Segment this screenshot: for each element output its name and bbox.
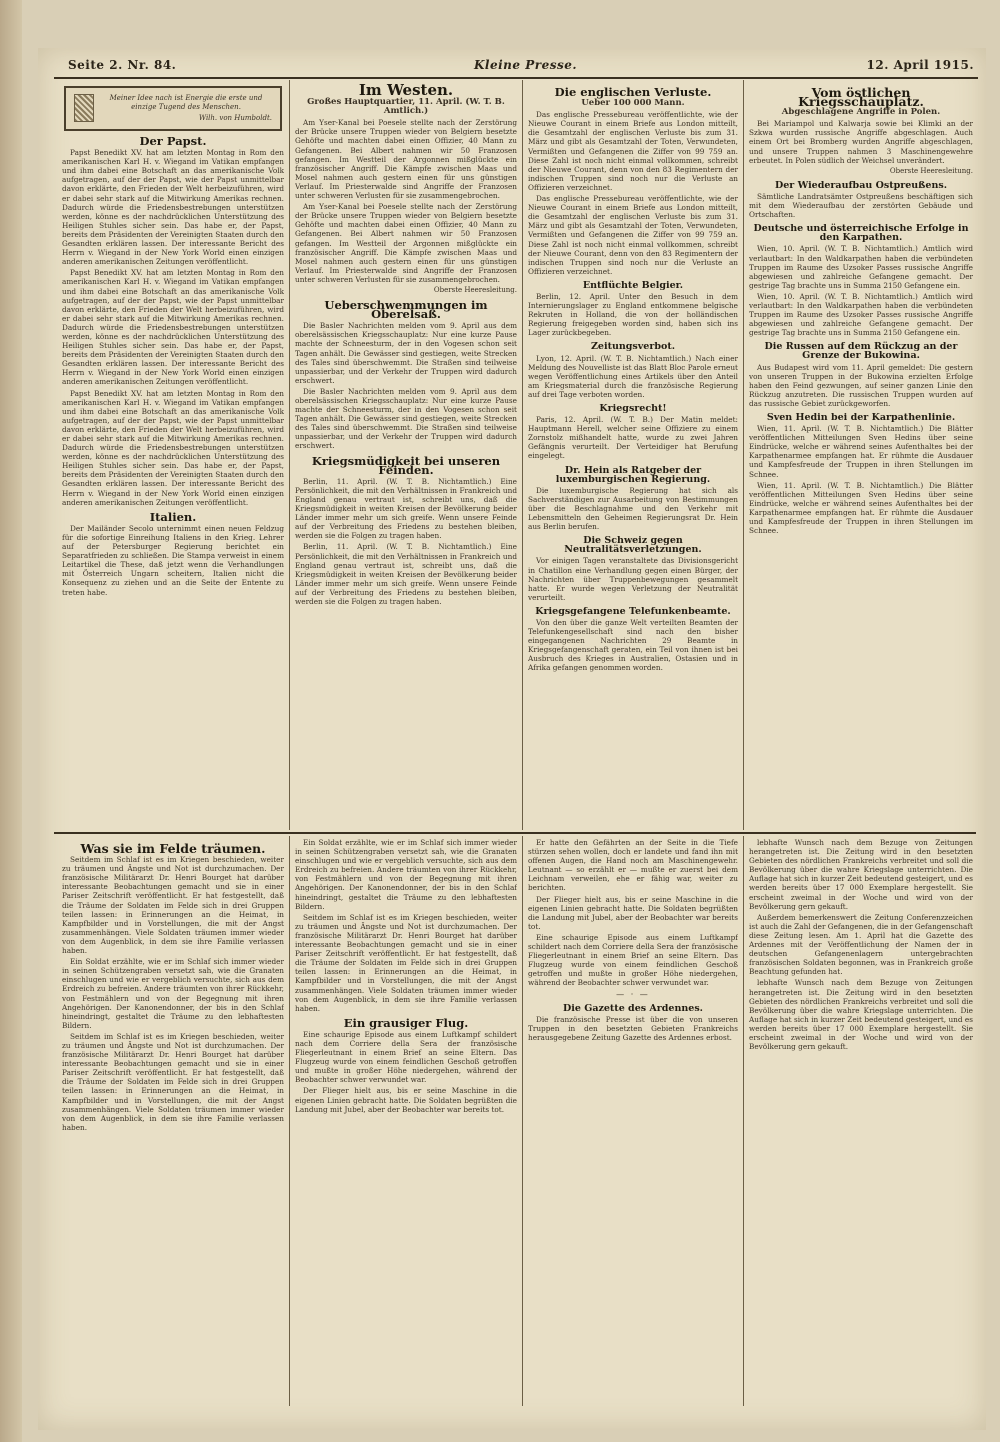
ornament-icon: [74, 94, 94, 122]
article-ardennes-col4: lebhafte Wunsch nach dem Bezuge von Zeitungen herangetreten ist. Die Zeitung wird in den besetzten Gebieten des nördlichen Frankreichs verbreitet und soll die Bevölkerung über die wahre Kriegslage unterrichten. Die Auflage hat sich in kurzer Zeit bedeutend gesteigert, und es werden bereits über 17 000 Exemplare hergestellt. Sie erscheint zweimal in der Woche und wird von der Bevölkerung gern gekauft.: [749, 838, 973, 911]
article-traeumen-cont-col2b: Seitdem im Schlaf ist es im Kriegen beschieden, weiter zu träumen und Ängste und Not ist durchzumachen. Der französische Militärarzt Dr. Henri Bourget hat darüber interessante Beobachtungen gemacht und sie in einer Pariser Zeitschrift veröffentlicht. Er hat festgestellt, daß die Träume der Soldaten im Felde sich in drei Gruppen teilen lassen: in Erinnerungen an die Heimat, in Kampfbilder und in Vorstellungen, die mit der Angst zusammenhängen. Viele Soldaten träumen immer wieder von dem Augenblick, in dem sie ihre Familie verlassen haben.: [295, 912, 517, 1013]
westen-signoff: Oberste Heeresleitung.: [433, 285, 517, 294]
heading-italien: Italien.: [149, 509, 197, 524]
article-italien: Der Mailänder Secolo unternimmt einen neuen Feldzug für die sofortige Einreihung Italiens in den Krieg. Lehrer auf der Petersburger Regierung berichtet ein Separatfrieden zu schließen. Die Stampa verweist in einem Leitartikel die These, daß jetzt wenn die Verhandlungen mit Österreich Ungarn scheitern, Italien nicht die Konsequenz zu ziehen und an die Seite der Entente zu treten habe.: [62, 523, 284, 597]
article-oberelsass-continued: Die Basler Nachrichten melden vom 9. April aus dem oberelsässischen Kriegsschauplatz: Nur eine kurze Pause machte der Schneesturm, der in den Vogesen schon seit Tagen anhält. Die Gewässer sind gestiegen, weite Strecken des Tales sind überschwemmt. Die Straßen sind teilweise unpassierbar, und der Verkehr der Truppen wird dadurch erschwert.: [295, 386, 517, 451]
bottom-column-4: [749, 838, 973, 1404]
westen-dateline: Großes Hauptquartier, 11. April. (W. T. B. Amtlich.): [307, 97, 505, 117]
article-papst-continued: Papst Benedikt XV. hat am letzten Montag in Rom den amerikanischen Karl H. v. Wiegand im Vatikan empfangen und ihm dabei eine Botschaft an das amerikanische Volk aufgetragen, auf der der Papst, wie der Papst unmittelbar davon erklärte, den Frieden der Welt herbeizuführen, wird er dabei sehr stark auf die Mitwirkung Amerikas rechnen. Dadurch würde die Friedensbestrebungen unterstützen werden, könne es der nachdrücklichen Unterstützung des Heiligen Stuhles sicher sein. Das habe er, der Papst, bereits dem Präsidenten der Vereinigten Staaten durch den Gesandten erklären lassen. Der interessante Bericht des Herrn v. Wiegand in der New York World einen einzigen anderen amerikanischen Zeitungen veröffentlicht.: [62, 268, 284, 387]
article-karpathen: Wien, 10. April. (W. T. B. Nichtamtlich.) Amtlich wird verlautbart: In den Waldkarpathen haben die verbündeten Truppen im Raume des Uzsoker Passes russische Angriffe abgewiesen und zahlreiche Gefangene gemacht. Der gestrige Tag brachte uns in Summa 2150 Gefangene ein.: [749, 244, 973, 290]
article-osten: Bei Mariampol und Kalwarja sowie bei Klimki an der Szkwa wurden russische Angriffe abgeschlagen. Auch einem Ort bei Bromberg wurden Angriffe abgeschlagen, und unsere Truppen nahmen 3 Maschinengewehre erbeutet. In Polen südlich der Weichsel unverändert.: [749, 119, 973, 165]
heading-karpathen: Deutsche und österreichische Erfolge in den Karpathen.: [753, 223, 969, 244]
article-westen-continued: Am Yser-Kanal bei Poesele stellte nach der Zerstörung der Brücke unsere Truppen wieder von Belgiern besetzte Gehöfte und machten dabei einen Offizier, 40 Mann zu Gefangenen. Bei Albert nahmen wir 50 Franzosen gefangen. Im Westteil der Argonnen mißglückte ein französischer Angriff. Die Kämpfe zwischen Maas und Mosel nahmen auch gestern einen für uns günstigen Verlauf. Im Priesterwalde sind Angriffe der Franzosen unter schweren Verlusten für sie zusammengebrochen.: [295, 202, 517, 284]
article-traeumen-cont-col2: Ein Soldat erzählte, wie er im Schlaf sich immer wieder in seinen Schützengraben versetzt sah, wie die Granaten einschlugen und wie er vergeblich versuchte, sich aus dem Erdreich zu befreien. Andere träumten von ihrer Rückkehr, von Festmählern und von der Begegnung mit ihren Angehörigen. Der Kanonendonner, der bis in den Schlaf hineindringt, gestaltet die Träume zu den lebhaftesten Bildern.: [295, 838, 517, 911]
article-flug-col3c: Eine schaurige Episode aus einem Luftkampf schildert nach dem Corriere della Sera der französische Fliegerleutnant in einem Brief an seine Eltern. Das Flugzeug wurde von einem feindlichen Geschoß getroffen und mußte in großer Höhe niedergehen, während der Beobachter schwer verwundet war.: [528, 932, 738, 988]
article-ardennes: Die französische Presse ist über die von unseren Truppen in den besetzten Gebieten Frankreichs herausgegebene Zeitung Gazette des Ardennes erbost.: [528, 1014, 738, 1042]
heading-belgier: Entflüchte Belgier.: [582, 279, 684, 291]
paper-name: Kleine Presse.: [474, 58, 578, 72]
heading-oberelsass: Ueberschwemmungen im Oberelsaß.: [324, 298, 488, 322]
issue-date: 12. April 1915.: [866, 58, 974, 72]
osten-subheading: Abgeschlagene Angriffe in Polen.: [781, 107, 941, 118]
heading-hein: Dr. Hein als Ratgeber der luxemburgischen Regierung.: [555, 464, 711, 485]
heading-bukowina: Die Russen auf dem Rückzug an der Grenze der Bukowina.: [764, 341, 958, 362]
article-flug-continued: Der Flieger hielt aus, bis er seine Maschine in die eigenen Linien gebracht hatte. Die Soldaten begrüßten die Landung mit Jubel, aber der Beobachter war bereits tot.: [295, 1086, 517, 1114]
article-ardennes-col4b: Außerdem bemerkenswert die Zeitung Conferenzzeichen ist auch die Zahl der Gefangenen, die in der Gefangenschaft diese Zeitung lesen. Am 1. April hat die Gazette des Ardennes mit der Veröffentlichung der Namen der in deutschen Gefangenenlagern untergebrachten französischen Soldaten begonnen, was in Frankreich große Beachtung gefunden hat.: [749, 912, 973, 977]
section-divider: — · —: [616, 989, 650, 999]
article-kriegsrecht: Paris, 12. April. (W. T. B.) Der Matin meldet: Hauptmann Herell, welcher seine Offiziere zu einem Zornstolz mißhandelt hatte, wurde zu zwei Jahren Gefängnis verurteilt. Der Verteidiger hat Berufung eingelegt.: [528, 415, 738, 461]
column-4: [749, 82, 973, 830]
column-rule: [743, 80, 744, 830]
article-hedin: Wien, 11. April. (W. T. B. Nichtamtlich.) Die Blätter veröffentlichen Mitteilungen Sven Hedins über seine Eindrücke, welche er während seines Aufenthaltes bei der Karpathenarmee empfangen hat. Er rühmte die Ausdauer und Kampfesfreude der Truppen in ihren Stellungen im Schnee.: [749, 424, 973, 479]
column-rule: [289, 836, 290, 1406]
heading-hedin: Sven Hedin bei der Karpathenlinie.: [766, 412, 956, 423]
quote-box: [64, 86, 282, 131]
heading-ostpreussen: Der Wiederaufbau Ostpreußens.: [774, 179, 948, 191]
article-feinde-continued: Berlin, 11. April. (W. T. B. Nichtamtlich.) Eine Persönlichkeit, die mit den Verhältnissen in Frankreich und England genau vertraut ist, schreibt uns, daß die Kriegsmüdigkeit in weiten Kreisen der Bevölkerung beider Länder immer mehr um sich greife. Wenn unsere Feinde auf der Verbreitung des Friedens zu bestehen bleiben, werden sie die Folgen zu tragen haben.: [295, 542, 517, 606]
article-traeumen: Seitdem im Schlaf ist es im Kriegen beschieden, weiter zu träumen und Ängste und Not ist durchzumachen. Der französische Militärarzt Dr. Henri Bourget hat darüber interessante Beobachtungen gemacht und sie in einer Pariser Zeitschrift veröffentlicht. Er hat festgestellt, daß die Träume der Soldaten im Felde sich in drei Gruppen teilen lassen: in Erinnerungen an die Heimat, in Kampfbilder und in Vorstellungen, die mit der Angst zusammenhängen. Viele Soldaten träumen immer wieder von dem Augenblick, in dem sie ihre Familie verlassen haben.: [62, 855, 284, 956]
article-verluste-continued: Das englische Pressebureau veröffentlichte, wie der Nieuwe Courant in einem Briefe aus London mitteilt, die Gesamtzahl der englischen Verluste bis zum 31. März und gibt als Gesamtzahl der Toten, Verwundeten, Vermißten und Gefangenen die Ziffer von 99 759 an. Diese Zahl ist noch nicht einmal vollkommen, schreibt der Nieuwe Courant, denn von den 83 Regimentern der indischen Truppen sind noch nur die Verluste an Offizieren verzeichnet.: [528, 194, 738, 276]
quote-text: Meiner Idee nach ist Energie die erste und einzige Tugend des Menschen.: [109, 94, 263, 111]
heading-ardennes: Die Gazette des Ardennes.: [563, 1002, 703, 1014]
article-ostpreussen: Sämtliche Landratsämter Ostpreußens beschäftigen sich mit dem Wiederaufbau der zerstörten Gebäude und Ortschaften.: [749, 191, 973, 220]
heading-verluste: Die englischen Verluste.: [554, 85, 712, 99]
article-flug: Eine schaurige Episode aus einem Luftkampf schildert nach dem Corriere della Sera der französische Fliegerleutnant in einem Brief an seine Eltern. Das Flugzeug wurde von einem feindlichen Geschoß getroffen und mußte in großer Höhe niedergehen, während der Beobachter schwer verwundet war.: [295, 1029, 517, 1085]
column-rule: [289, 80, 290, 830]
article-bukowina: Aus Budapest wird vom 11. April gemeldet: Die gestern von unseren Truppen in der Bukowina erzielten Erfolge haben den Feind gezwungen, auf seiner ganzen Linie den Rückzug anzutreten. Die russischen Truppen wurden auf das russische Gebiet zurückgeworfen.: [749, 362, 973, 408]
article-papst-continued-2: Papst Benedikt XV. hat am letzten Montag in Rom den amerikanischen Karl H. v. Wiegand im Vatikan empfangen und ihm dabei eine Botschaft an das amerikanische Volk aufgetragen, auf der der Papst, wie der Papst unmittelbar davon erklärte, den Frieden der Welt herbeizuführen, wird er dabei sehr stark auf die Mitwirkung Amerikas rechnen. Dadurch würde die Friedensbestrebungen unterstützen werden, könne es der nachdrücklichen Unterstützung des Heiligen Stuhles sicher sein. Das habe er, der Papst, bereits dem Präsidenten der Vereinigten Staaten durch den Gesandten erklären lassen. Der interessante Bericht des Herrn v. Wiegand in der New York World einen einzigen anderen amerikanischen Zeitungen veröffentlicht.: [62, 388, 284, 507]
bottom-column-3: [528, 838, 738, 1404]
article-flug-col3b: Der Flieger hielt aus, bis er seine Maschine in die eigenen Linien gebracht hatte. Die Soldaten begrüßten die Landung mit Jubel, aber der Beobachter war bereits tot.: [528, 894, 738, 931]
column-1: [62, 82, 284, 830]
quote-author: Wilh. von Humboldt.: [198, 114, 272, 122]
article-traeumen-continued-2: Seitdem im Schlaf ist es im Kriegen beschieden, weiter zu träumen und Ängste und Not ist durchzumachen. Der französische Militärarzt Dr. Henri Bourget hat darüber interessante Beobachtungen gemacht und sie in einer Pariser Zeitschrift veröffentlicht. Er hat festgestellt, daß die Träume der Soldaten im Felde sich in drei Gruppen teilen lassen: in Erinnerungen an die Heimat, in Kampfbilder und in Vorstellungen, die mit der Angst zusammenhängen. Viele Soldaten träumen immer wieder von dem Augenblick, in dem sie ihre Familie verlassen haben.: [62, 1031, 284, 1132]
page-edge: [0, 0, 22, 1442]
heading-osten: Vom östlichen Kriegsschauplatz.: [798, 85, 924, 110]
article-hein: Die luxemburgische Regierung hat sich als Sachverständigen zur Ausarbeitung von Bestimmungen über die Beschlagnahme und den Verkehr mit Lebensmitteln den Geheimen Regierungsrat Dr. Hein aus Berlin berufen.: [528, 485, 738, 532]
column-rule: [522, 836, 523, 1406]
masthead: [54, 56, 978, 76]
article-karpathen-continued: Wien, 10. April. (W. T. B. Nichtamtlich.) Amtlich wird verlautbart: In den Waldkarpathen haben die verbündeten Truppen im Raume des Uzsoker Passes russische Angriffe abgewiesen und zahlreiche Gefangene gemacht. Der gestrige Tag brachte uns in Summa 2150 Gefangene ein.: [749, 291, 973, 338]
heading-verbot: Zeitungsverbot.: [590, 341, 676, 353]
verluste-subheading: Ueber 100 000 Mann.: [581, 98, 685, 109]
article-ardennes-col4c: lebhafte Wunsch nach dem Bezuge von Zeitungen herangetreten ist. Die Zeitung wird in den besetzten Gebieten des nördlichen Frankreichs verbreitet und soll die Bevölkerung über die wahre Kriegslage unterrichten. Die Auflage hat sich in kurzer Zeit bedeutend gesteigert, und es werden bereits über 17 000 Exemplare hergestellt. Sie erscheint zweimal in der Woche und wird von der Bevölkerung gern gekauft.: [749, 978, 973, 1052]
article-oberelsass: Die Basler Nachrichten melden vom 9. April aus dem oberelsässischen Kriegsschauplatz: Nur eine kurze Pause machte der Schneesturm, der in den Vogesen schon seit Tagen anhält. Die Gewässer sind gestiegen, weite Strecken des Tales sind überschwemmt. Die Straßen sind teilweise unpassierbar, und der Verkehr der Truppen wird dadurch erschwert.: [295, 321, 517, 385]
heading-telefunken: Kriegsgefangene Telefunkenbeamte.: [535, 605, 731, 617]
heading-schweiz: Die Schweiz gegen Neutralitätsverletzungen.: [564, 535, 702, 556]
heading-flug: Ein grausiger Flug.: [343, 1015, 469, 1030]
heading-papst: Der Papst.: [139, 134, 207, 148]
bottom-column-2: [295, 838, 517, 1404]
heading-kriegsrecht: Kriegsrecht!: [599, 403, 667, 414]
article-westen: Am Yser-Kanal bei Poesele stellte nach der Zerstörung der Brücke unsere Truppen wieder von Belgiern besetzte Gehöfte und machten dabei einen Offizier, 40 Mann zu Gefangenen. Bei Albert nahmen wir 50 Franzosen gefangen. Im Westteil der Argonnen mißglückte ein französischer Angriff. Die Kämpfe zwischen Maas und Mosel nahmen auch gestern einen für uns günstigen Verlauf. Im Priesterwalde sind Angriffe der Franzosen unter schweren Verlusten für sie zusammengebrochen.: [295, 118, 517, 201]
article-flug-col3: Er hatte den Gefährten an der Seite in die Tiefe stürzen sehen wollen, doch er landete und fand ihn mit offenen Augen, die Hand noch am Maschinengewehr. Leutnant — so erzählt er — mußte er zuerst bei dem Leichnam verweilen, ehe er fähig war, weiter zu berichten.: [528, 838, 738, 893]
column-rule: [522, 80, 523, 830]
article-belgier: Berlin, 12. April. Unter den Besuch in dem Internierungslager zu England entkommene belgische Rekruten in Holland, die von der holländischen Regierung freigegeben worden sind, haben sich ins Lager zurückbegeben.: [528, 291, 738, 338]
heading-traeumen: Was sie im Felde träumen.: [80, 841, 266, 856]
heading-westen: Im Westen.: [358, 82, 454, 99]
page-number: Seite 2. Nr. 84.: [68, 58, 177, 72]
article-schweiz: Vor einigen Tagen veranstaltete das Divisionsgericht in Chatillon eine Verhandlung gegen einen Bürger, der Nachrichten über Truppenbewegungen gesammelt hatte. Er wurde wegen Verletzung der Neutralität verurteilt.: [528, 556, 738, 602]
column-2: [295, 82, 517, 830]
column-rule: [743, 836, 744, 1406]
article-traeumen-continued: Ein Soldat erzählte, wie er im Schlaf sich immer wieder in seinen Schützengraben versetzt sah, wie die Granaten einschlugen und wie er vergeblich versuchte, sich aus dem Erdreich zu befreien. Andere träumten von ihrer Rückkehr, von Festmählern und von der Begegnung mit ihren Angehörigen. Der Kanonendonner, der bis in den Schlaf hineindringt, gestaltet die Träume zu den lebhaftesten Bildern.: [62, 957, 284, 1030]
article-papst: Papst Benedikt XV. hat am letzten Montag in Rom den amerikanischen Karl H. v. Wiegand im Vatikan empfangen und ihm dabei eine Botschaft an das amerikanische Volk aufgetragen, auf der der Papst, wie der Papst unmittelbar davon erklärte, den Frieden der Welt herbeizuführen, wird er dabei sehr stark auf die Mitwirkung Amerikas rechnen. Dadurch würde die Friedensbestrebungen unterstützen werden, könne es der nachdrücklichen Unterstützung des Heiligen Stuhles sicher sein. Das habe er, der Papst, bereits dem Präsidenten der Vereinigten Staaten durch den Gesandten erklären lassen. Der interessante Bericht des Herrn v. Wiegand in der New York World einen einzigen anderen amerikanischen Zeitungen veröffentlicht.: [62, 148, 284, 267]
article-hedin-continued: Wien, 11. April. (W. T. B. Nichtamtlich.) Die Blätter veröffentlichen Mitteilungen Sven Hedins über seine Eindrücke, welche er während seines Aufenthaltes bei der Karpathenarmee empfangen hat. Er rühmte die Ausdauer und Kampfesfreude der Truppen in ihren Stellungen im Schnee.: [749, 480, 973, 536]
osten-signoff: Oberste Heeresleitung.: [889, 166, 973, 175]
article-verluste: Das englische Pressebureau veröffentlichte, wie der Nieuwe Courant in einem Briefe aus London mitteilt, die Gesamtzahl der englischen Verluste bis zum 31. März und gibt als Gesamtzahl der Toten, Verwundeten, Vermißten und Gefangenen die Ziffer von 99 759 an. Diese Zahl ist noch nicht einmal vollkommen, schreibt der Nieuwe Courant, denn von den 83 Regimentern der indischen Truppen sind noch nur die Verluste an Offizieren verzeichnet.: [528, 110, 738, 192]
section-rule: [54, 832, 976, 834]
header-rule: [54, 77, 978, 79]
column-3: [528, 82, 738, 830]
heading-feinde: Kriegsmüdigkeit bei unseren Feinden.: [311, 453, 501, 477]
article-telefunken: Von den über die ganze Welt verteilten Beamten der Telefunkengesellschaft sind nach den bisher eingegangenen Nachrichten 29 Beamte in Kriegsgefangenschaft geraten, ein Teil von ihnen ist bei Ausbruch des Krieges in Australien, Ostasien und in Afrika gefangen genommen worden.: [528, 617, 738, 673]
article-feinde: Berlin, 11. April. (W. T. B. Nichtamtlich.) Eine Persönlichkeit, die mit den Verhältnissen in Frankreich und England genau vertraut ist, schreibt uns, daß die Kriegsmüdigkeit in weiten Kreisen der Bevölkerung beider Länder immer mehr um sich greife. Wenn unsere Feinde auf der Verbreitung des Friedens zu bestehen bleiben, werden sie die Folgen zu tragen haben.: [295, 476, 517, 541]
bottom-column-1: [62, 838, 284, 1404]
article-verbot: Lyon, 12. April. (W. T. B. Nichtamtlich.) Nach einer Meldung des Nouvelliste ist das Blatt Bloc Parole erneut wegen Veröffentlichung eines Artikels über den Anteil am Kriegsmaterial durch die französische Regierung auf drei Tage verboten worden.: [528, 353, 738, 399]
